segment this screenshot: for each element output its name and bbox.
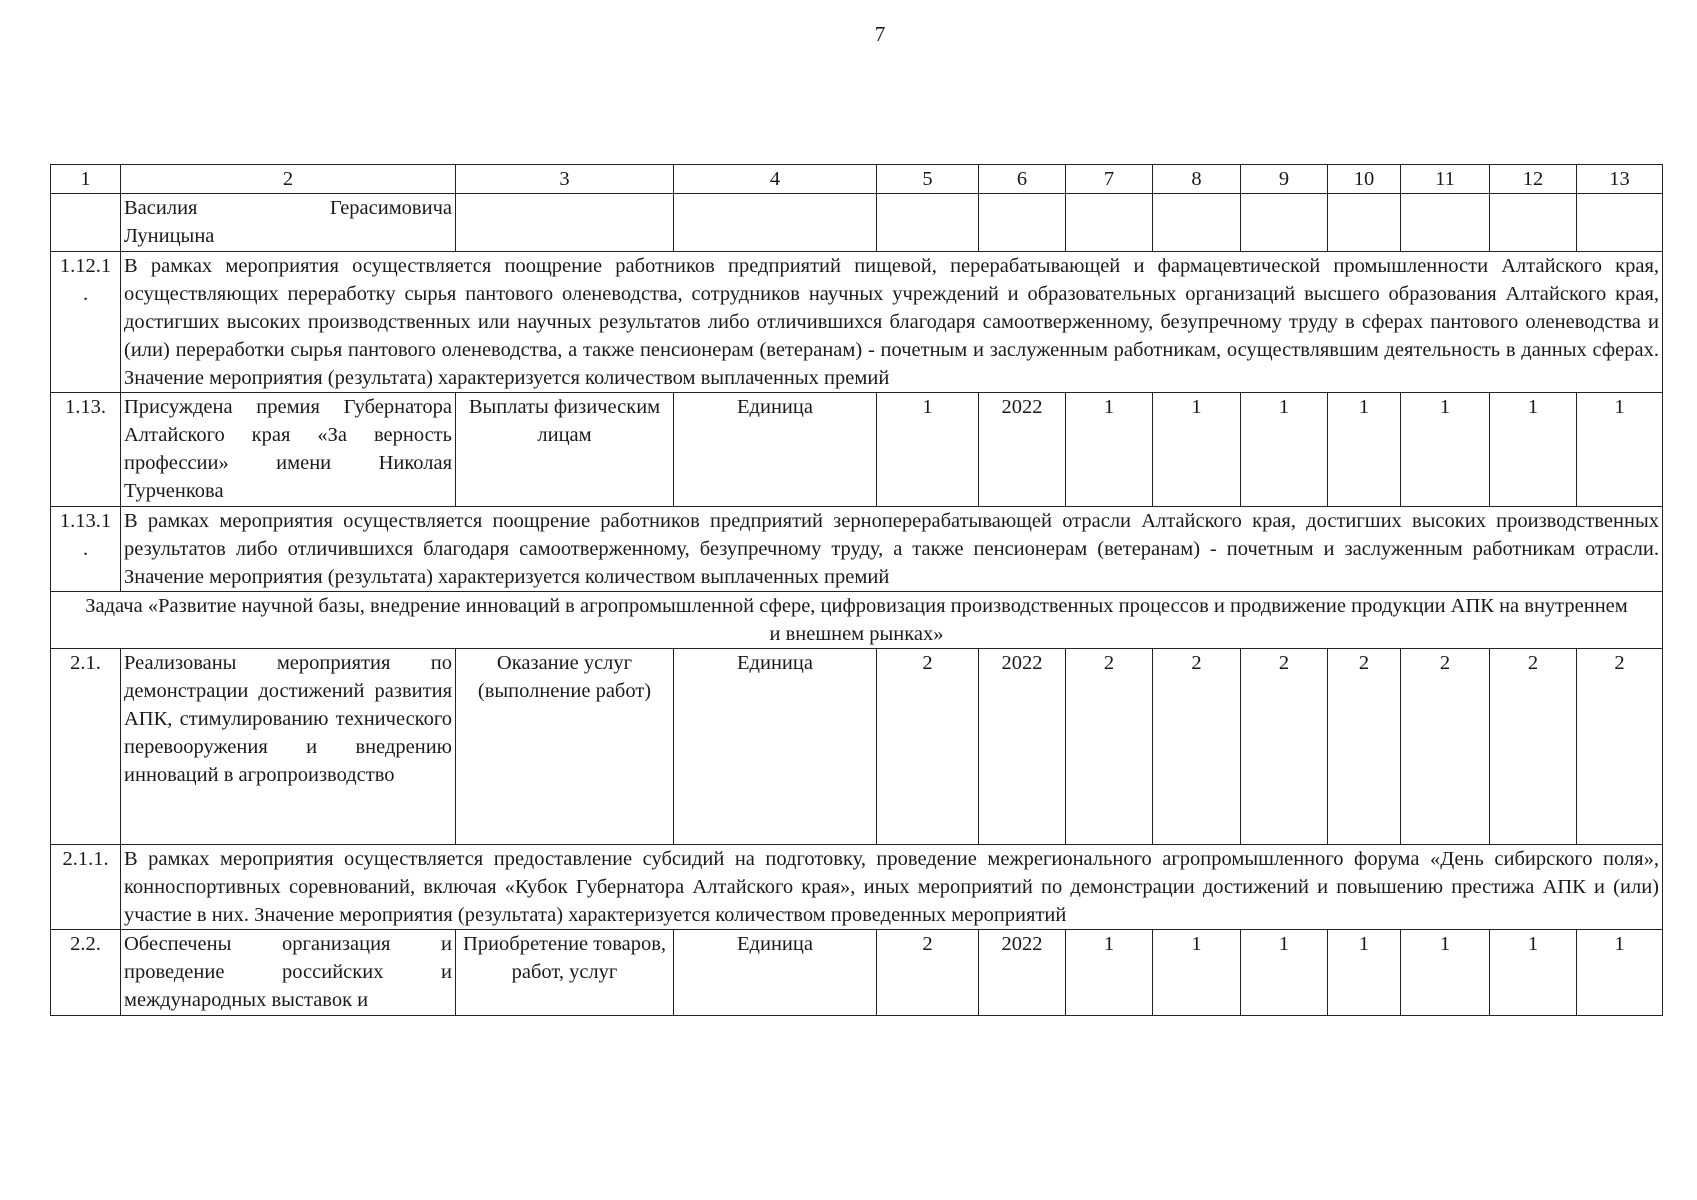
event-type-cell: Оказание услуг (выполнение работ) (456, 649, 674, 845)
base-year-cell: 2022 (979, 393, 1066, 507)
event-row (51, 393, 1663, 507)
value-cell: 2 (1066, 649, 1153, 845)
row-number-cell (51, 194, 121, 252)
base-value-cell: 1 (877, 393, 979, 507)
value-cell: 1 (1577, 930, 1663, 1016)
row-number-suffix: . (82, 538, 89, 560)
value-cell: 2 (1241, 649, 1328, 845)
row-number: 1.12.1 (59, 255, 112, 277)
value-cell: 1 (1066, 393, 1153, 507)
value-cell: 2 (1401, 649, 1490, 845)
continuation-row (51, 194, 1663, 252)
event-name-cell: Реализованы мероприятия по демонстрации достижений развития АПК, стимулированию технического перевооружения и внедрению инноваций в агропроизводство (121, 649, 456, 845)
indicators-table (50, 164, 1663, 1016)
name-part: Луницына (124, 225, 215, 247)
task-row (51, 592, 1663, 649)
value-cell: 1 (1490, 393, 1577, 507)
description-text: В рамках мероприятия осуществляется поощрение работников предприятий пищевой, перерабатывающей и фармацевтической промышленности Алтайского края, осуществляющих переработку сырья пантового оленеводства, сотрудников научных учреждений и образовательных организаций высшего образования Алтайского края, достигших высоких производственных или научных результатов либо отличившихся благодаря самоотверженному, безупречному труду в сферах пантового оленеводства и (или) переработки сырья пантового оленеводства, а также пенсионерам (ветеранам) - почетным и заслуженным работникам, осуществлявшим деятельность в данных сферах. Значение мероприятия (результата) характеризуется количеством выплаченных премий (121, 252, 1663, 393)
value-cell: 1 (1490, 930, 1577, 1016)
header-row (51, 165, 1663, 194)
empty-cell (674, 194, 877, 252)
header-cell: 13 (1577, 165, 1663, 194)
header-cell: 8 (1153, 165, 1241, 194)
value-cell: 1 (1328, 393, 1401, 507)
description-text: В рамках мероприятия осуществляется предоставление субсидий на подготовку, проведение межрегионального агропромышленного форума «День сибирского поля», конноспортивных соревнований, включая «Кубок Губернатора Алтайского края», иных мероприятий по демонстрации достижений и повышению престижа АПК и (или) участие в них. Значение мероприятия (результата) характеризуется количеством проведенных мероприятий (121, 845, 1663, 930)
row-number: 1.13. (51, 393, 121, 507)
row-number-suffix: . (82, 283, 89, 305)
task-title: Задача «Развитие научной базы, внедрение инноваций в агропромышленной сфере, цифровизация производственных процессов и продвижение продукции АПК на внутреннем и внешнем рынках» (51, 592, 1663, 649)
header-cell: 2 (121, 165, 456, 194)
empty-cell (1066, 194, 1153, 252)
value-cell: 1 (1066, 930, 1153, 1016)
description-row (51, 845, 1663, 930)
header-cell: 9 (1241, 165, 1328, 194)
value-cell: 2 (1328, 649, 1401, 845)
value-cell: 1 (1241, 393, 1328, 507)
value-cell: 1 (1241, 930, 1328, 1016)
unit-cell: Единица (674, 930, 877, 1016)
value-cell: 1 (1153, 930, 1241, 1016)
row-number-cell (51, 252, 121, 393)
event-row (51, 649, 1663, 845)
row-number-cell (51, 507, 121, 592)
event-name-cell: Обеспечены организация и проведение российских и международных выставок и (121, 930, 456, 1016)
value-cell: 2 (1153, 649, 1241, 845)
event-name-cell (121, 194, 456, 252)
description-row (51, 252, 1663, 393)
value-cell: 1 (1401, 930, 1490, 1016)
unit-cell: Единица (674, 393, 877, 507)
value-cell: 1 (1577, 393, 1663, 507)
empty-cell (1241, 194, 1328, 252)
header-cell: 1 (51, 165, 121, 194)
header-cell: 6 (979, 165, 1066, 194)
base-value-cell: 2 (877, 649, 979, 845)
row-number: 1.13.1 (59, 510, 112, 532)
value-cell: 1 (1328, 930, 1401, 1016)
header-cell: 5 (877, 165, 979, 194)
header-cell: 4 (674, 165, 877, 194)
event-row (51, 930, 1663, 1016)
header-cell: 11 (1401, 165, 1490, 194)
empty-cell (456, 194, 674, 252)
value-cell: 1 (1401, 393, 1490, 507)
header-cell: 10 (1328, 165, 1401, 194)
row-number: 2.1.1. (51, 845, 121, 930)
base-year-cell: 2022 (979, 930, 1066, 1016)
row-number: 2.2. (51, 930, 121, 1016)
header-cell: 7 (1066, 165, 1153, 194)
base-value-cell: 2 (877, 930, 979, 1016)
event-type-cell: Выплаты физическим лицам (456, 393, 674, 507)
empty-cell (1401, 194, 1490, 252)
value-cell: 1 (1153, 393, 1241, 507)
empty-cell (1577, 194, 1663, 252)
empty-cell (1490, 194, 1577, 252)
name-part: Герасимовича (329, 197, 452, 219)
name-part: Василия (124, 197, 198, 219)
header-cell: 12 (1490, 165, 1577, 194)
unit-cell: Единица (674, 649, 877, 845)
empty-cell (1328, 194, 1401, 252)
event-name-cell: Присуждена премия Губернатора Алтайского края «За верность профессии» имени Николая Турченкова (121, 393, 456, 507)
empty-cell (1153, 194, 1241, 252)
event-type-cell: Приобретение товаров, работ, услуг (456, 930, 674, 1016)
page-number: 7 (874, 22, 886, 46)
empty-cell (877, 194, 979, 252)
description-text: В рамках мероприятия осуществляется поощрение работников предприятий зерноперерабатывающей отрасли Алтайского края, достигших высоких производственных результатов либо отличившихся благодаря самоотверженному, безупречному труду, а также пенсионерам (ветеранам) - почетным и заслуженным работникам отрасли. Значение мероприятия (результата) характеризуется количеством выплаченных премий (121, 507, 1663, 592)
value-cell: 2 (1577, 649, 1663, 845)
value-cell: 2 (1490, 649, 1577, 845)
row-number: 2.1. (51, 649, 121, 845)
base-year-cell: 2022 (979, 649, 1066, 845)
description-row (51, 507, 1663, 592)
header-cell: 3 (456, 165, 674, 194)
empty-cell (979, 194, 1066, 252)
